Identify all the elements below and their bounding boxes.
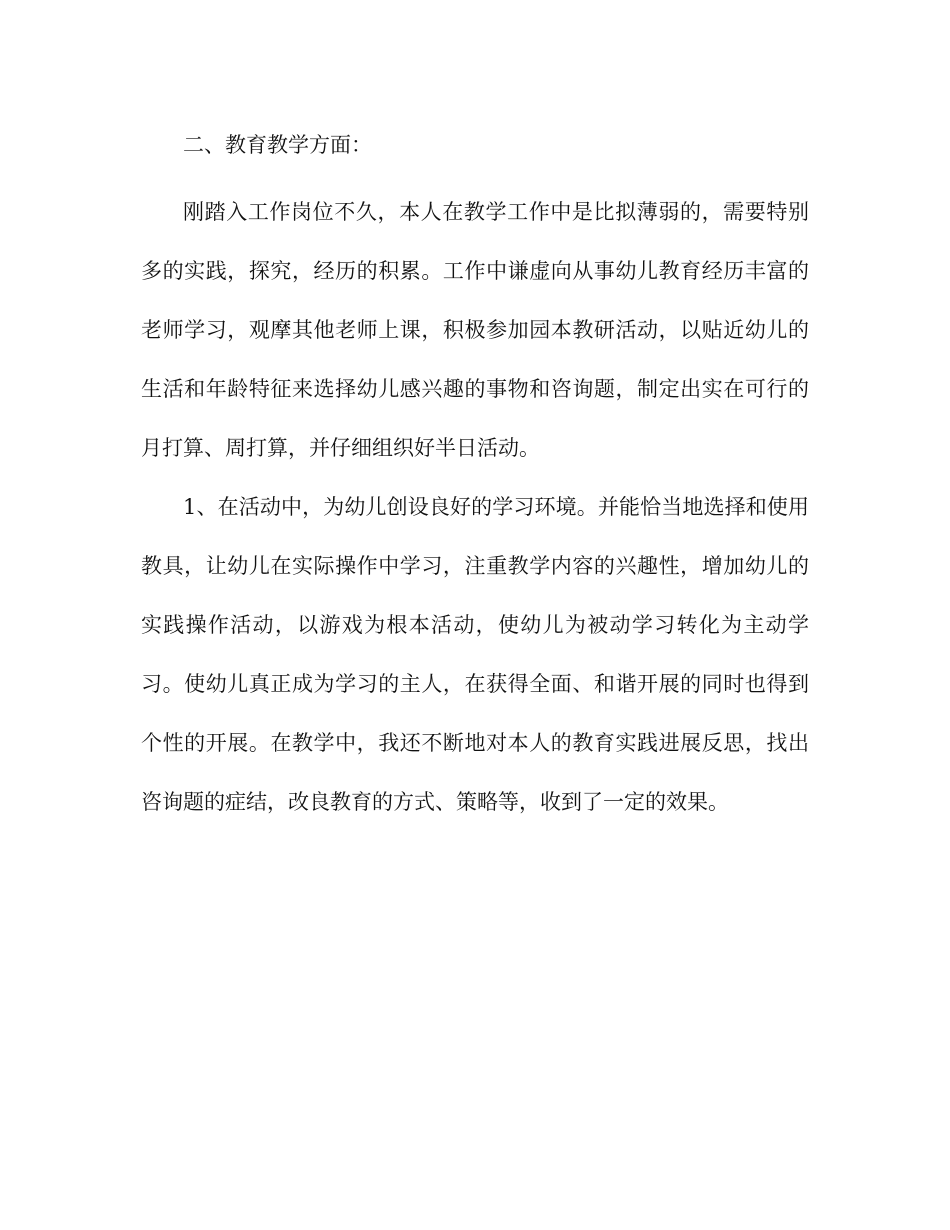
document-body [141,126,809,832]
section-heading: 二、教育教学方面： [183,133,372,157]
paragraph-intro: 刚踏入工作岗位不久，本人在教学工作中是比拟薄弱的，需要特别多的实践，探究，经历的积累。工作中谦虚向从事幼儿教育经历丰富的老师学习，观摩其他老师上课，积极参加园本教研活动，以贴近幼儿的生活和年龄特征来选择幼儿感兴趣的事物和咨询题，制定出实在可行的月打算、周打算，并仔细组织好半日活动。 [141,200,809,460]
paragraph-item-1: 1、在活动中，为幼儿创设良好的学习环境。并能恰当地选择和使用教具，让幼儿在实际操作中学习，注重教学内容的兴趣性，增加幼儿的实践操作活动，以游戏为根本活动，使幼儿为被动学习转化为主动学习。使幼儿真正成为学习的主人，在获得全面、和谐开展的同时也得到个性的开展。在教学中，我还不断地对本人的教育实践进展反思，找出咨询题的症结，改良教育的方式、策略等，收到了一定的效果。 [141,495,809,814]
